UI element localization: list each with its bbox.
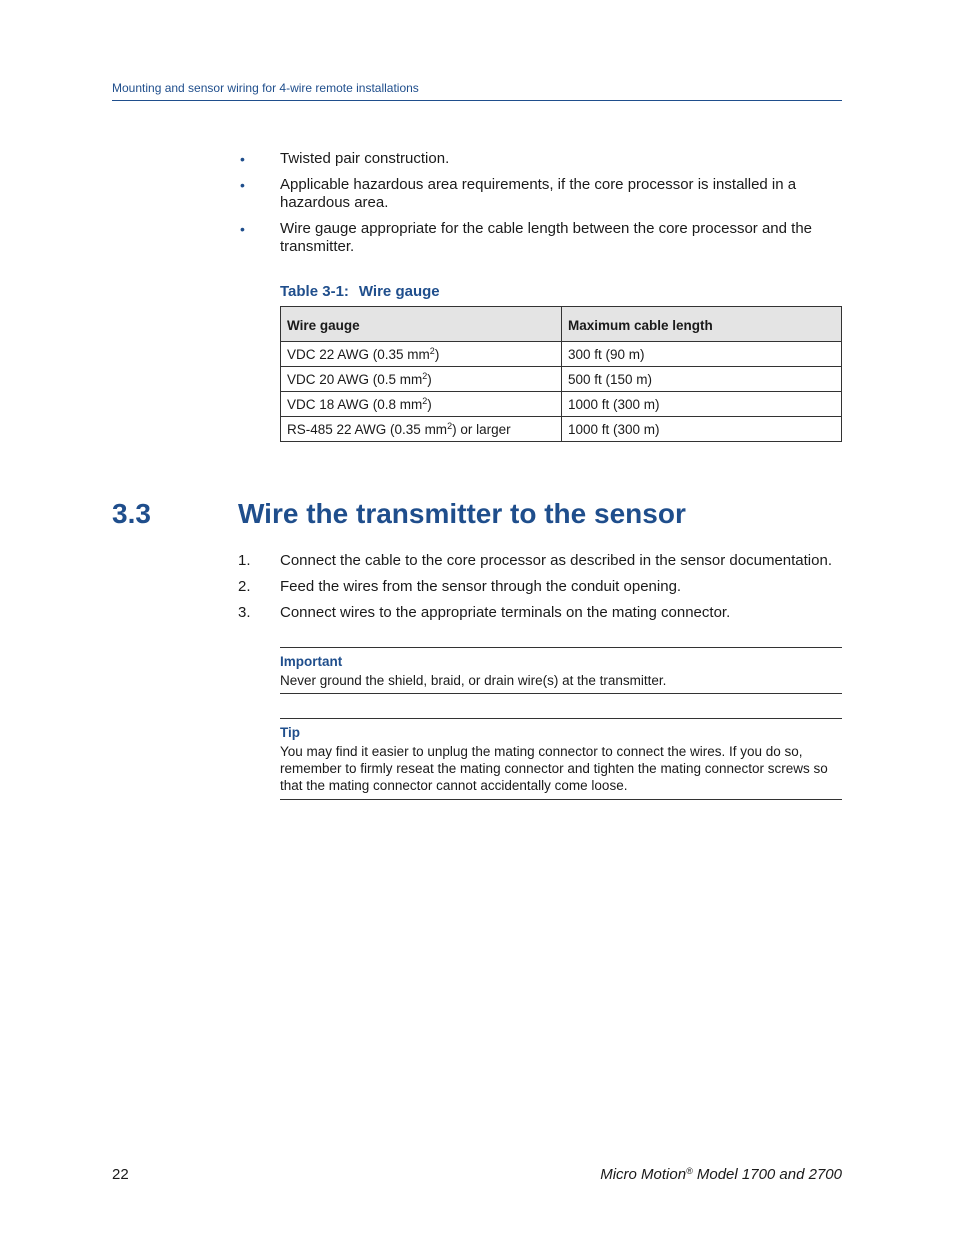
step-item <box>238 604 842 623</box>
gauge-text: VDC 22 AWG (0.35 mm <box>287 346 430 362</box>
important-text: Never ground the shield, braid, or drain wire(s) at the transmitter. <box>280 673 667 688</box>
list-item <box>238 220 842 257</box>
step-text: Connect wires to the appropriate terminals on the mating connector. <box>280 604 731 621</box>
footer-title-brand: Micro Motion <box>600 1166 687 1183</box>
gauge-superscript: 2 <box>447 420 453 431</box>
gauge-text-suffix: ) <box>434 346 440 362</box>
running-header: Mounting and sensor wiring for 4-wire remote installations <box>112 81 419 95</box>
gauge-superscript: 2 <box>429 345 435 356</box>
cell-wire-gauge <box>281 367 562 392</box>
gauge-text-suffix: ) <box>427 396 432 412</box>
step-text: Connect the cable to the core processor as described in the sensor documentation. <box>280 552 832 569</box>
cell-max-length: 300 ft (90 m) <box>562 342 842 367</box>
cell-max-length: 1000 ft (300 m) <box>562 417 842 442</box>
header-divider <box>112 100 842 101</box>
footer-title-model: Model 1700 and 2700 <box>692 1166 842 1183</box>
step-number: 3. <box>238 604 251 621</box>
column-header-wire-gauge: Wire gauge <box>281 307 562 342</box>
gauge-superscript: 2 <box>422 370 428 381</box>
table-caption <box>280 283 440 300</box>
list-item <box>238 150 842 169</box>
step-number: 1. <box>238 552 251 569</box>
table-row <box>281 417 842 442</box>
list-item <box>238 176 842 213</box>
cell-wire-gauge <box>281 417 562 442</box>
footer-title <box>600 1166 842 1183</box>
step-item <box>238 578 842 597</box>
table-row <box>281 367 842 392</box>
bullet-icon: • <box>240 220 245 237</box>
step-number: 2. <box>238 578 251 595</box>
table-row <box>281 392 842 417</box>
gauge-text: VDC 20 AWG (0.5 mm <box>287 371 423 387</box>
gauge-text-suffix: ) or larger <box>452 421 511 437</box>
important-note <box>280 647 842 694</box>
requirements-list <box>238 150 842 264</box>
bullet-icon: • <box>240 151 245 167</box>
tip-label: Tip <box>280 725 300 740</box>
cell-max-length: 1000 ft (300 m) <box>562 392 842 417</box>
tip-note <box>280 718 842 800</box>
table-row <box>281 342 842 367</box>
table-header-row <box>281 307 842 342</box>
section-title: Wire the transmitter to the sensor <box>238 498 686 529</box>
procedure-steps <box>238 552 842 630</box>
cell-wire-gauge <box>281 342 562 367</box>
table-caption-title: Wire gauge <box>358 283 440 300</box>
list-item-text: Applicable hazardous area requirements, if the core processor is installed in a hazardous area. <box>280 175 797 211</box>
gauge-text: RS-485 22 AWG (0.35 mm <box>287 421 448 437</box>
cell-max-length: 500 ft (150 m) <box>562 367 842 392</box>
gauge-superscript: 2 <box>422 395 428 406</box>
list-item-text: Wire gauge appropriate for the cable length between the core processor and the transmitter. <box>280 219 813 255</box>
cell-wire-gauge <box>281 392 562 417</box>
bullet-icon: • <box>240 176 245 193</box>
gauge-text: VDC 18 AWG (0.8 mm <box>287 396 423 412</box>
table-caption-number: Table 3-1: <box>280 283 349 300</box>
wire-gauge-table <box>280 306 842 442</box>
step-text: Feed the wires from the sensor through the conduit opening. <box>280 578 682 595</box>
tip-text: You may find it easier to unplug the mating connector to connect the wires. If you do so, remember to firmly reseat the mating connector and tighten the mating connector screws so that the mating connector cannot accidentally come loose. <box>280 744 828 793</box>
column-header-max-cable-length: Maximum cable length <box>562 307 842 342</box>
section-number: 3.3 <box>112 498 151 529</box>
step-item <box>238 552 842 571</box>
registered-mark: ® <box>686 1166 693 1176</box>
gauge-text-suffix: ) <box>427 371 432 387</box>
important-label: Important <box>280 654 343 669</box>
list-item-text: Twisted pair construction. <box>280 150 450 167</box>
page-number: 22 <box>112 1166 129 1183</box>
